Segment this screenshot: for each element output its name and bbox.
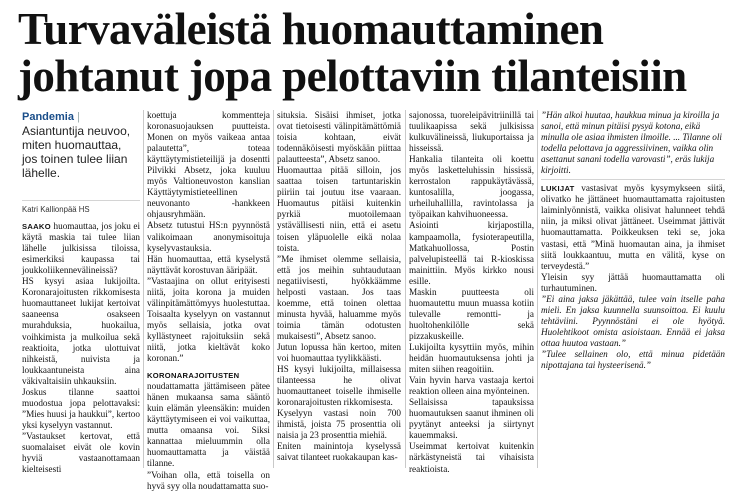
paragraph: ”Ei aina jaksa jäkättää, tulee vain itselle paha mieli. En jaksa kuunnella suunsoittoa. Ei kuulu tehtäviini. Pyynnöstäni ei ole hyötyä. Huolehtikoot omista asioistaan. Ennää ei jaksa ottaa huutoa vastaan.”: [541, 293, 725, 348]
paragraph: Hän huomauttaa, että kyselystä näyttävät korostuvan ääripäät.: [147, 253, 270, 275]
paragraph-text: vastasivat myös kysymykseen siitä, olivatko he jättäneet huomauttamatta rajoitusten laiminlyönnistä, vaikka olisivat halunneet tehdä niin, ja miksi olivat jättäneet. Useimmat jättivät huomauttamatta. Poikkeuksen teki se, joka vastasi, että ”Minä huomautan aina, ja ihmiset siitä loukkaantuu, mutta en välitä, kyse on terveydestä.”: [541, 183, 725, 271]
column-3: [277, 110, 401, 470]
paragraph: Jutun lopussa hän kertoo, miten voi huomauttaa tyylikkäästi.: [277, 341, 401, 364]
kicker-label: Pandemia: [22, 111, 74, 123]
kicker-separator: |: [77, 111, 80, 123]
paragraph: Vain hyvin harva vastaaja kertoi reaktion olleen aina myönteinen.: [409, 375, 534, 397]
paragraph: [541, 183, 725, 271]
byline: Katri Kallionpää HS: [22, 200, 140, 215]
column-divider: [537, 110, 538, 468]
paragraph: HS kysyi asiaa lukijoilta. Koronarajoitusten rikkomisesta huomauttaneet lukijat kertoivat saaneensa osakseen murahduksia, huokailua, voihkimista ja mulkoilua sekä reaktioita, jotka ulottuivat nihkeistä, nuivista ja loukkaantuneista aina väkivaltaisiin uhkauksiin.: [22, 276, 140, 386]
paragraph: Maskin puutteesta oli huomautettu muun muassa kotiin tulevalle remontti- ja huoltohenkilölle sekä pizzakuskeille.: [409, 286, 534, 341]
headline: [18, 6, 723, 100]
section-caps-word: LUKIJAT: [541, 184, 575, 194]
column-1: [22, 110, 141, 475]
paragraph: Huomauttaa pitää silloin, jos saattaa toisen tartuntariskin piiriin tai joutuu itse vaaraan. Huomautus pitäisi kuitenkin pyrkiä muotoilemaan ystävällisesti niin, että ei asetu toisen yläpuolelle eikä nolaa toista.: [277, 165, 401, 253]
headline-line-2: johtanut jopa pelottaviin tilanteisiin: [18, 51, 687, 101]
column-divider: [273, 110, 274, 468]
lead-text: Asiantuntija neuvoo, miten huomauttaa, jos toinen tulee liian lähelle.: [22, 124, 131, 180]
lead-kicker: [22, 110, 140, 124]
paragraph: koettuja kommentteja koronasuojauksen puutteista. Monen on myös vaikeaa antaa palautetta”, toteaa käyttäytymistieteilijä ja dosentti Pilvikki Absetz, joka kuuluu myös Valtioneuvoston kanslian Käyttäytymistieteellinen neuvonanto -hankkeen ohjausryhmään.: [147, 110, 270, 220]
column-5: [541, 110, 725, 470]
paragraph: Kyselyyn vastasi noin 700 ihmistä, joista 75 prosenttia oli naisia ja 23 prosenttia miehiä.: [277, 408, 401, 441]
headline-line-1: Turvaväleistä huomauttaminen: [18, 4, 604, 54]
reader-quote: ”Hän alkoi huutaa, haukkua minua ja kiroilla ja sanoi, että minun pitäisi pysyä kotona, eikä minulla ole asiaa ihmisten ilmoille. ... Tilanne oli todella pelottava ja aggressiivinen, vaikka olin asettanut sanani todella varovasti”, eräs lukija kirjoitti.: [541, 110, 725, 180]
paragraph: ”Tulee sellainen olo, että minua pidetään nipottajana tai hysteerisenä.”: [541, 348, 725, 371]
paragraph: [22, 221, 140, 276]
drop-caps-word: SAAKO: [22, 222, 51, 232]
section-caps-word: KORONARAJOITUSTEN: [147, 371, 240, 381]
paragraph: Lukijoilta kysyttiin myös, mihin heidän huomautuksensa johti ja miten siihen reagoitiin.: [409, 341, 534, 375]
paragraph: Absetz tutustui HS:n pyynnöstä valikoimaan anonymisoituja kyselyvastauksia.: [147, 220, 270, 253]
paragraph: ”Voihan olla, että toisella on hyvä syy olla noudattamatta suo-: [147, 469, 270, 491]
paragraph: Asiointi kirjapostilla, kampaamolla, fysioterapeutilla, Matkahuollossa, Postin palvelupisteellä tai R-kioskissa mainittiin. Myös kirkko nousi esille.: [409, 220, 534, 286]
paragraph: Eniten mainintoja kyselyssä saivat tilanteet ruokakaupan kas-: [277, 441, 401, 463]
paragraph: Sellaisissa tapauksissa huomautuksen saanut ihminen oli pyytänyt anteeksi ja siirtynyt kauemmaksi.: [409, 397, 534, 441]
paragraph: situksia. Sisäisi ihmiset, jotka ovat tietoisesti välinpitämättömiä toisia kohtaan, eivät todennäköisesti myöskään piittaa palautteesta”, Absetz sanoo.: [277, 110, 401, 165]
paragraph: Joskus tilanne saattoi muodostua jopa pelottavaksi: ”Mies huusi ja haukkui”, kertoo yksi kyselyyn vastannut.: [22, 386, 140, 430]
paragraph-text: noudattamatta jättämiseen pätee hänen mukaansa sama sääntö kuin elämän yleensäkin: muiden käyttäytymiseen ei voi vaikuttaa, mutta omaansa voi. Siksi kannattaa mieluummin olla huomauttamatta ja väistää tilanne.: [147, 381, 270, 469]
column-4: [409, 110, 534, 474]
paragraph: ”Me ihmiset olemme sellaisia, että jos meihin suhtaudutaan negatiivisesti, hyökkäämme helposti vastaan. Jos taas koemme, että toinen olettaa minusta hyvää, haluamme myös toimia tämän odotusten mukaisesti”, Absetz sanoo.: [277, 253, 401, 341]
column-2: [147, 110, 270, 491]
paragraph: Yleisin syy jättää huomauttamatta oli turhautuminen.: [541, 271, 725, 293]
paragraph-text: huomauttaa, jos joku ei käytä maskia tai tulee liian lähelle julkisissa tiloissa, esimerkiksi kaupassa tai joukkoliikennevälineissä?: [22, 221, 141, 276]
paragraph: Hankalia tilanteita oli koettu myös lasketteluhissin hississä, kerrostalon rappukäytävässä, kuntosalilla, joogassa, urheiluhallilla, ravintolassa ja työpaikan kahvihuoneessa.: [409, 154, 534, 220]
paragraph: sajonossa, tuoreleipävitriinillä tai tuulikaapissa sekä julkisissa kulkuvälineissä, liukuportaissa ja hisseissä.: [409, 110, 534, 154]
column-divider: [405, 110, 406, 468]
paragraph: HS kysyi lukijoilta, millaisessa tilanteessa he olivat huomauttaneet toiselle ihmiselle koronarajoitusten rikkomisesta.: [277, 364, 401, 408]
paragraph: [147, 370, 270, 469]
paragraph: ”Vastaajina on ollut erityisesti niitä, joita korona ja muiden välinpitämättömyys huolestuttaa. Toisaalta kyselyyn on vastannut myös sellaisia, jotka ovat kyllästyneet rajoituksiin sekä niitä, jotka kieltävät koko koronan.”: [147, 275, 270, 364]
paragraph: Useimmat kertoivat kuitenkin närkästyneistä tai vihaisista reaktioista.: [409, 441, 534, 474]
column-divider: [143, 110, 144, 468]
paragraph: ”Vastaukset kertovat, että suomalaiset eivät ole kovin hyviä vastaanottamaan kielteisesti: [22, 430, 140, 475]
